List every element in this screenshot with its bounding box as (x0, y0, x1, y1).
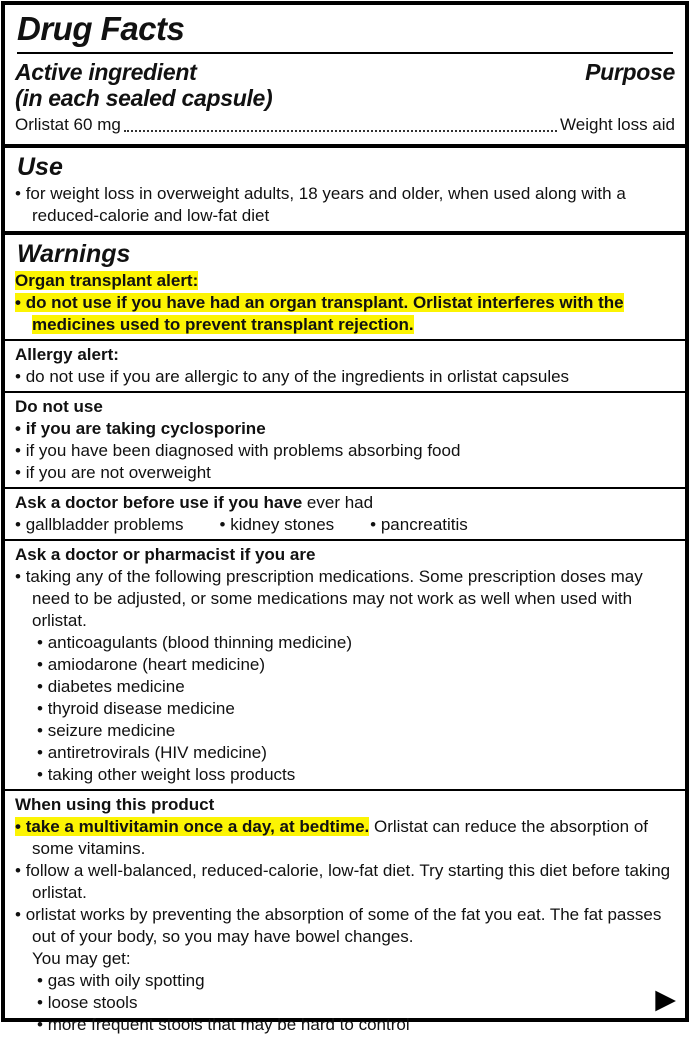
warnings-section (15, 238, 675, 1037)
ingredient-row (15, 114, 675, 136)
allergy-alert-bullet: • do not use if you are allergic to any of the ingredients in orlistat capsules (15, 366, 675, 388)
title-divider (17, 52, 673, 54)
organ-alert-heading: Organ transplant alert: (15, 271, 199, 290)
do-not-use-bullet: • if you have been diagnosed with problems absorbing food (15, 440, 675, 462)
use-section (15, 151, 675, 228)
ingredient-name: Orlistat 60 mg (15, 115, 121, 134)
continuation-arrow-icon: ▶ (655, 984, 676, 1015)
side-effect-item: • gas with oily spotting (37, 970, 675, 992)
warnings-divider (5, 539, 685, 541)
use-bullet: • for weight loss in overweight adults, 18 years and older, when used along with a reduced-calorie and low-fat diet (15, 183, 675, 227)
ask-doctor-conditions (15, 514, 675, 536)
multivitamin-bullet: • take a multivitamin once a day, at bedtime. Orlistat can reduce the absorption of some vitamins. (15, 816, 675, 860)
condition-item: • kidney stones (220, 514, 335, 536)
warnings-divider (5, 487, 685, 489)
diet-bullet: • follow a well-balanced, reduced-calorie, low-fat diet. Try starting this diet before taking orlistat. (15, 860, 675, 904)
condition-item: • gallbladder problems (15, 514, 184, 536)
medication-item: • diabetes medicine (37, 676, 675, 698)
do-not-use-heading: Do not use (15, 397, 103, 416)
use-heading: Use (17, 153, 63, 181)
you-may-get-line: You may get: (32, 949, 131, 968)
warnings-heading: Warnings (17, 240, 131, 268)
organ-transplant-alert (15, 270, 675, 336)
section-divider (5, 231, 685, 235)
do-not-use (15, 396, 675, 484)
active-ingredient-section (15, 58, 675, 141)
active-ingredient-heading (15, 59, 272, 111)
ask-doctor-pharmacist (15, 544, 675, 786)
medication-item: • taking other weight loss products (37, 764, 675, 786)
warnings-divider (5, 339, 685, 341)
organ-alert-bullet: • do not use if you have had an organ transplant. Orlistat interferes with the medicines used to prevent transplant rejection. (15, 292, 675, 336)
medications-intro-bullet: • taking any of the following prescription medications. Some prescription doses may need to be adjusted, or some medications may not work as well when used with orlistat. (15, 566, 675, 632)
ingredient-purpose: Weight loss aid (560, 115, 675, 134)
warnings-divider (5, 789, 685, 791)
when-using-heading: When using this product (15, 795, 215, 814)
ask-doctor-pharmacist-heading: Ask a doctor or pharmacist if you are (15, 545, 316, 564)
condition-item: • pancreatitis (370, 514, 468, 536)
dotted-leader (124, 130, 557, 132)
medication-item: • anticoagulants (blood thinning medicine) (37, 632, 675, 654)
allergy-alert-heading: Allergy alert: (15, 345, 119, 364)
ask-doctor (15, 492, 675, 536)
when-using (15, 794, 675, 1036)
medication-item: • seizure medicine (37, 720, 675, 742)
section-divider (5, 144, 685, 148)
side-effect-item: • more frequent stools that may be hard to control (37, 1014, 675, 1036)
page-title: Drug Facts (17, 10, 185, 47)
warnings-divider (5, 391, 685, 393)
do-not-use-bullet: • if you are taking cyclosporine (15, 418, 675, 440)
ask-doctor-heading: Ask a doctor before use if you have ever had (15, 493, 374, 512)
medication-item: • antiretrovirals (HIV medicine) (37, 742, 675, 764)
purpose-heading: Purpose (585, 59, 675, 85)
allergy-alert (15, 344, 675, 388)
do-not-use-bullet: • if you are not overweight (15, 462, 675, 484)
medication-item: • amiodarone (heart medicine) (37, 654, 675, 676)
drug-facts-label (1, 1, 689, 1034)
medication-item: • thyroid disease medicine (37, 698, 675, 720)
active-ingredient-heading-line1: Active ingredient (15, 59, 197, 85)
how-it-works-bullet: • orlistat works by preventing the absorption of some of the fat you eat. The fat passes out of your body, so you may have bowel changes. (15, 904, 675, 948)
side-effect-item: • loose stools (37, 992, 675, 1014)
active-ingredient-heading-line2: (in each sealed capsule) (15, 85, 273, 111)
